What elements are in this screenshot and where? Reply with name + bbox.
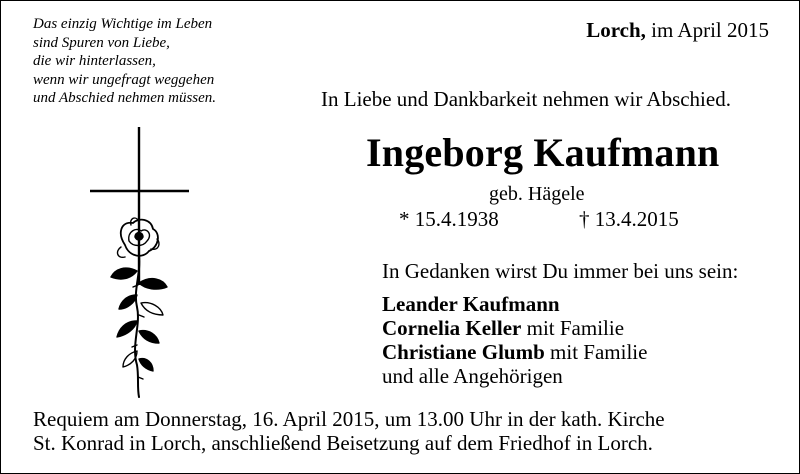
place: Lorch, — [586, 18, 646, 42]
mourners-list — [382, 292, 647, 388]
mourner-suffix: mit Familie — [521, 316, 625, 340]
mourner-item — [382, 316, 647, 340]
date: im April 2015 — [651, 18, 769, 42]
poem-line: wenn wir ungefragt weggehen — [33, 71, 215, 88]
requiem-line: Requiem am Donnerstag, 16. April 2015, um 13.00 Uhr in der kath. Kirche — [33, 407, 665, 431]
requiem-text — [33, 407, 665, 455]
death-date: † 13.4.2015 — [579, 207, 679, 231]
poem-line: die wir hinterlassen, — [33, 53, 156, 69]
mourner-item — [382, 292, 647, 316]
mourner-item — [382, 364, 647, 388]
mourner-name: Cornelia Keller — [382, 316, 522, 340]
mourner-name: Leander Kaufmann — [382, 292, 560, 316]
poem-line: sind Spuren von Liebe, — [33, 34, 170, 51]
mourner-item — [382, 340, 647, 364]
cross-rose-emblem — [81, 125, 201, 400]
maiden-name: geb. Hägele — [489, 183, 585, 205]
requiem-line: St. Konrad in Lorch, anschließend Beisetzung auf dem Friedhof in Lorch. — [33, 431, 653, 455]
thoughts-text: In Gedanken wirst Du immer bei uns sein: — [382, 259, 739, 283]
mourner-suffix: mit Familie — [544, 340, 648, 364]
mourner-name: Christiane Glumb — [382, 340, 545, 364]
mourner-suffix: und alle Angehörigen — [382, 364, 563, 388]
rose-icon — [111, 218, 167, 397]
poem-line: und Abschied nehmen müssen. — [33, 90, 217, 106]
intro-text: In Liebe und Dankbarkeit nehmen wir Abschied. — [321, 87, 731, 111]
poem-line: Das einzig Wichtige im Leben — [33, 16, 213, 32]
birth-date: * 15.4.1938 — [399, 207, 499, 231]
poem — [33, 15, 216, 108]
deceased-name: Ingeborg Kaufmann — [366, 130, 720, 175]
place-date — [586, 18, 769, 43]
